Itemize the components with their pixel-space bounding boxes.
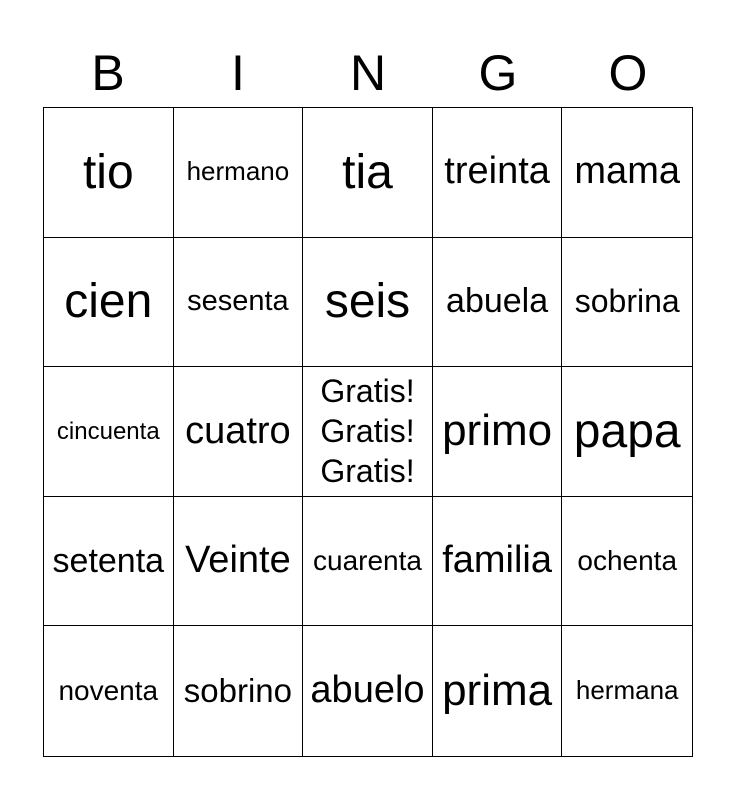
- bingo-cell[interactable]: hermano: [174, 108, 304, 238]
- bingo-cell[interactable]: Veinte: [174, 497, 304, 627]
- bingo-cell[interactable]: prima: [433, 626, 563, 756]
- bingo-cell[interactable]: sobrina: [562, 238, 692, 368]
- header-letter-i: I: [231, 45, 245, 101]
- bingo-cell[interactable]: familia: [433, 497, 563, 627]
- bingo-cell[interactable]: ochenta: [562, 497, 692, 627]
- free-space-line: Gratis!: [320, 413, 415, 450]
- bingo-cell[interactable]: cien: [44, 238, 174, 368]
- bingo-board: [43, 107, 693, 757]
- bingo-cell[interactable]: cuatro: [174, 367, 304, 497]
- bingo-header: [43, 40, 693, 106]
- bingo-cell[interactable]: seis: [303, 238, 433, 368]
- free-space-cell[interactable]: [303, 367, 433, 497]
- bingo-cell[interactable]: treinta: [433, 108, 563, 238]
- bingo-cell[interactable]: setenta: [44, 497, 174, 627]
- bingo-cell[interactable]: cincuenta: [44, 367, 174, 497]
- bingo-cell[interactable]: sesenta: [174, 238, 304, 368]
- header-letter-g: G: [478, 45, 518, 101]
- free-space-line: Gratis!: [320, 453, 415, 490]
- bingo-cell[interactable]: tia: [303, 108, 433, 238]
- bingo-cell[interactable]: noventa: [44, 626, 174, 756]
- bingo-cell[interactable]: primo: [433, 367, 563, 497]
- header-letter-b: B: [91, 45, 125, 101]
- bingo-cell[interactable]: abuela: [433, 238, 563, 368]
- bingo-cell[interactable]: cuarenta: [303, 497, 433, 627]
- bingo-cell[interactable]: hermana: [575, 675, 679, 706]
- bingo-cell[interactable]: sobrino: [174, 626, 304, 756]
- bingo-cell[interactable]: tio: [44, 108, 174, 238]
- header-letter-n: N: [349, 45, 387, 101]
- bingo-cell[interactable]: abuelo: [303, 626, 433, 756]
- bingo-cell[interactable]: mama: [562, 108, 692, 238]
- free-space-line: Gratis!: [320, 373, 415, 410]
- bingo-cell[interactable]: papa: [562, 367, 692, 497]
- header-letter-o: O: [608, 45, 648, 101]
